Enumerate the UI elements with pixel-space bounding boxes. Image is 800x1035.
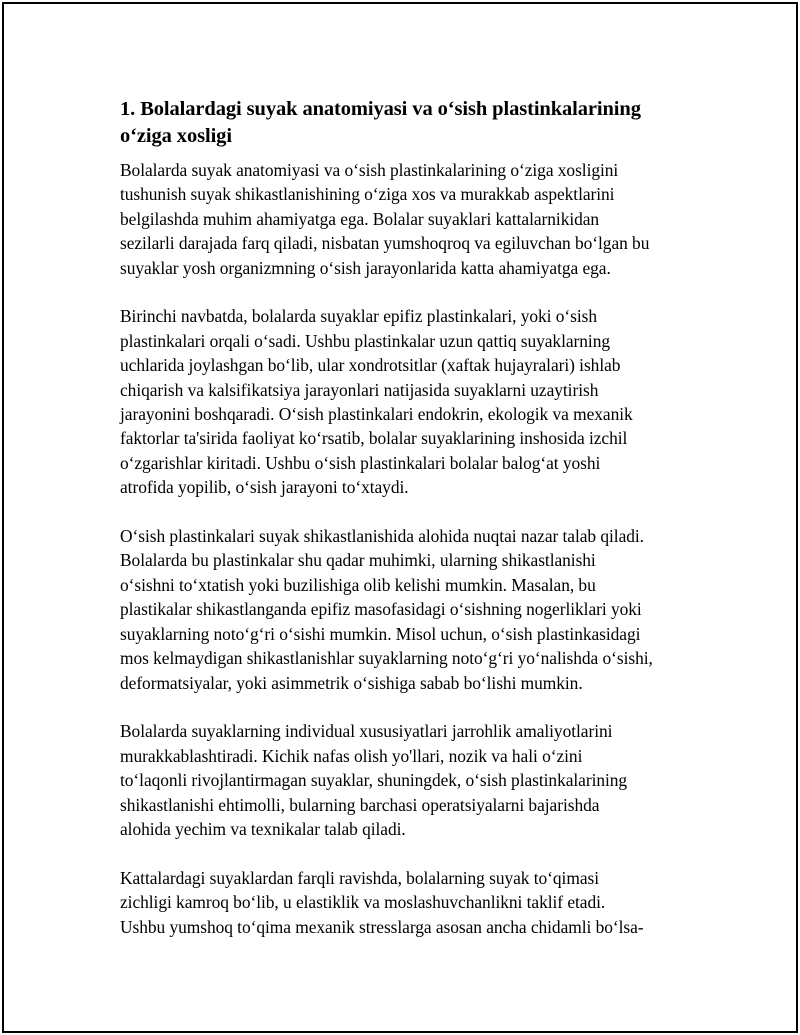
text-line: Birinchi navbatda, bolalarda suyaklar epifiz plastinkalari, yoki o‘sish — [120, 306, 597, 327]
text-line: alohida yechim va texnikalar talab qiladi. — [120, 818, 406, 839]
paragraph-1 — [120, 158, 700, 280]
text-line: Bolalarda bu plastinkalar shu qadar muhimki, ularning shikastlanishi — [120, 550, 596, 571]
text-line: O‘sish plastinkalari suyak shikastlanishida alohida nuqtai nazar talab qiladi. — [120, 526, 644, 547]
document-body — [120, 96, 700, 963]
paragraph-4 — [120, 719, 700, 841]
heading-line: o‘ziga xosligi — [120, 125, 232, 147]
text-line: tushunish suyak shikastlanishining o‘ziga xos va murakkab aspektlarini — [120, 184, 615, 205]
section-heading — [120, 96, 700, 150]
paragraph-5 — [120, 866, 700, 939]
text-line: murakkablashtiradi. Kichik nafas olish yo'llari, nozik va hali o‘zini — [120, 745, 583, 766]
text-line: atrofida yopilib, o‘sish jarayoni to‘xtaydi. — [120, 477, 409, 498]
text-line: belgilashda muhim ahamiyatga ega. Bolalar suyaklari kattalarnikidan — [120, 208, 600, 229]
paragraph-3 — [120, 524, 700, 695]
page-border — [2, 2, 798, 1033]
text-line: o‘sishni to‘xtatish yoki buzilishiga olib kelishi mumkin. Masalan, bu — [120, 574, 596, 595]
text-line: sezilarli darajada farq qiladi, nisbatan yumshoqroq va egiluvchan bo‘lgan bu — [120, 233, 650, 254]
text-line: deformatsiyalar, yoki asimmetrik o‘sishiga sabab bo‘lishi mumkin. — [120, 672, 583, 693]
text-line: zichligi kamroq bo‘lib, u elastiklik va moslashuvchanlikni taklif etadi. — [120, 892, 606, 913]
text-line: Bolalarda suyaklarning individual xususiyatlari jarrohlik amaliyotlarini — [120, 721, 613, 742]
text-line: Ushbu yumshoq to‘qima mexanik stresslarga asosan ancha chidamli bo‘lsa- — [120, 916, 644, 937]
heading-line: 1. Bolalardagi suyak anatomiyasi va o‘sish plastinkalarining — [120, 98, 641, 120]
text-line: to‘laqonli rivojlantirmagan suyaklar, shuningdek, o‘sish plastinkalarining — [120, 770, 628, 791]
text-line: chiqarish va kalsifikatsiya jarayonlari natijasida suyaklarni uzaytirish — [120, 379, 599, 400]
text-line: shikastlanishi ehtimolli, bularning barchasi operatsiyalarni bajarishda — [120, 794, 600, 815]
text-line: uchlarida joylashgan bo‘lib, ular xondrotsitlar (xaftak hujayralari) ishlab — [120, 355, 621, 376]
text-line: mos kelmaydigan shikastlanishlar suyaklarning noto‘g‘ri yo‘nalishda o‘sishi, — [120, 648, 653, 669]
text-line: faktorlar ta'sirida faoliyat ko‘rsatib, bolalar suyaklarining inshosida izchil — [120, 428, 628, 449]
text-line: plastinkalari orqali o‘sadi. Ushbu plastinkalar uzun qattiq suyaklarning — [120, 330, 610, 351]
text-line: Bolalarda suyak anatomiyasi va o‘sish plastinkalarining o‘ziga xosligini — [120, 160, 619, 180]
text-line: jarayonini boshqaradi. O‘sish plastinkalari endokrin, ekologik va mexanik — [120, 404, 633, 425]
text-line: o‘zgarishlar kiritadi. Ushbu o‘sish plastinkalari bolalar balog‘at yoshi — [120, 452, 601, 473]
text-line: plastikalar shikastlanganda epifiz masofasidagi o‘sishning nogerliklari yoki — [120, 599, 642, 620]
text-line: Kattalardagi suyaklardan farqli ravishda, bolalarning suyak to‘qimasi — [120, 867, 599, 888]
text-line: suyaklarning noto‘g‘ri o‘sishi mumkin. Misol uchun, o‘sish plastinkasidagi — [120, 623, 641, 644]
paragraph-2 — [120, 304, 700, 499]
text-line: suyaklar yosh organizmning o‘sish jarayonlarida katta ahamiyatga ega. — [120, 257, 611, 278]
